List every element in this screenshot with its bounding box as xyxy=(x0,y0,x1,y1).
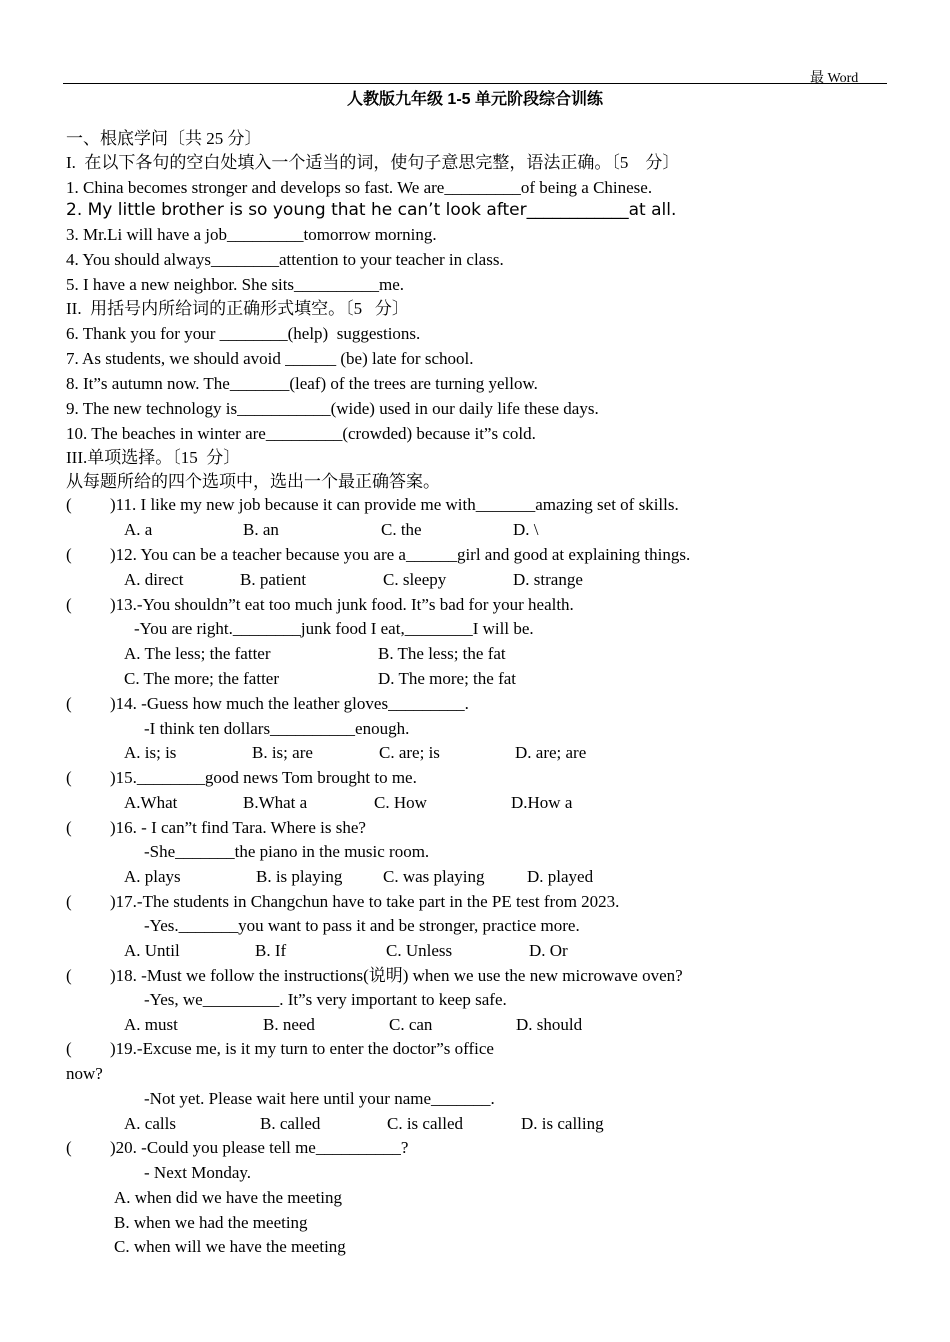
q12-option-b: B. patient xyxy=(240,570,307,589)
q15-option-a: A.What xyxy=(124,793,178,812)
q17-option-b: B. If xyxy=(255,941,287,960)
form-item-10: 10. The beaches in winter are_________(crowded) because it”s cold. xyxy=(66,424,536,443)
section-heading: 一、根底学问〔共 25 分〕 xyxy=(66,129,262,148)
q11-option-b: B. an xyxy=(243,520,279,539)
q20-option-c: C. when will we have the meeting xyxy=(114,1237,346,1256)
q11-stem: )11. I like my new job because it can provide me with_______amazing set of skills. xyxy=(110,495,679,514)
q18-option-c: C. can xyxy=(389,1015,433,1034)
q14-option-a: A. is; is xyxy=(124,743,177,762)
q18-option-a: A. must xyxy=(124,1015,178,1034)
q16-bracket: ( xyxy=(66,818,72,837)
fill-item-2: 2. My little brother is so young that he can’t look after____________at all. xyxy=(66,200,677,220)
q20-line2: - Next Monday. xyxy=(144,1163,252,1182)
q19-wrap: now? xyxy=(66,1064,103,1083)
q11-option-c: C. the xyxy=(381,520,422,539)
page-title: 人教版九年级 1-5 单元阶段综合训练 xyxy=(346,91,604,108)
q19-option-b: B. called xyxy=(260,1114,321,1133)
q12-option-c: C. sleepy xyxy=(383,570,447,589)
part1-instruction: I. 在以下各句的空白处填入一个适当的词，使句子意思完整，语法正确。〔5 分〕 xyxy=(66,153,680,172)
q16-option-d: D. played xyxy=(527,867,594,886)
q15-option-c: C. How xyxy=(374,793,427,812)
q18-line2: -Yes, we_________. It”s very important to keep safe. xyxy=(144,990,507,1009)
q17-line2: -Yes._______you want to pass it and be stronger, practice more. xyxy=(144,916,580,935)
q17-option-a: A. Until xyxy=(124,941,180,960)
q11-option-d: D. \ xyxy=(513,520,539,539)
q19-option-a: A. calls xyxy=(124,1114,176,1133)
q12-option-d: D. strange xyxy=(513,570,583,589)
part3-note: 从每题所给的四个选项中，选出一个最正确答案。 xyxy=(66,472,440,491)
q14-option-d: D. are; are xyxy=(515,743,587,762)
q17-bracket: ( xyxy=(66,892,72,911)
q15-bracket: ( xyxy=(66,768,72,787)
header-label: 最 Word xyxy=(810,71,859,86)
part3-instruction: III.单项选择。〔15 分〕 xyxy=(66,448,241,467)
fill-item-5: 5. I have a new neighbor. She sits__________me. xyxy=(66,275,405,294)
q19-option-d: D. is calling xyxy=(521,1114,604,1133)
q19-line2: -Not yet. Please wait here until your name_______. xyxy=(144,1089,495,1108)
q18-stem: )18. -Must we follow the instructions(说明) when we use the new microwave oven? xyxy=(110,966,683,985)
q12-bracket: ( xyxy=(66,545,72,564)
q19-option-c: C. is called xyxy=(387,1114,464,1133)
q16-option-a: A. plays xyxy=(124,867,181,886)
q20-option-b: B. when we had the meeting xyxy=(114,1213,308,1232)
q13-line2: -You are right.________junk food I eat,________I will be. xyxy=(134,619,534,638)
q18-option-d: D. should xyxy=(516,1015,583,1034)
q16-option-b: B. is playing xyxy=(256,867,343,886)
q14-option-b: B. is; are xyxy=(252,743,313,762)
q13-stem: )13.-You shouldn”t eat too much junk food. It”s bad for your health. xyxy=(110,595,574,614)
q18-option-b: B. need xyxy=(263,1015,315,1034)
q20-option-a: A. when did we have the meeting xyxy=(114,1188,343,1207)
q13-option-d: D. The more; the fat xyxy=(378,669,517,688)
q20-bracket: ( xyxy=(66,1138,72,1157)
header-rule xyxy=(63,83,887,84)
q16-stem: )16. - I can”t find Tara. Where is she? xyxy=(110,818,366,837)
q12-option-a: A. direct xyxy=(124,570,184,589)
q13-bracket: ( xyxy=(66,595,72,614)
form-item-8: 8. It”s autumn now. The_______(leaf) of the trees are turning yellow. xyxy=(66,374,538,393)
q11-bracket: ( xyxy=(66,495,72,514)
q14-bracket: ( xyxy=(66,694,72,713)
q14-option-c: C. are; is xyxy=(379,743,440,762)
q13-option-c: C. The more; the fatter xyxy=(124,669,279,688)
form-item-9: 9. The new technology is___________(wide) used in our daily life these days. xyxy=(66,399,599,418)
q20-stem: )20. -Could you please tell me__________? xyxy=(110,1138,409,1157)
part2-instruction: II. 用括号内所给词的正确形式填空。〔5 分〕 xyxy=(66,299,409,318)
q19-bracket: ( xyxy=(66,1039,72,1058)
q17-stem: )17.-The students in Changchun have to take part in the PE test from 2023. xyxy=(110,892,620,911)
q19-stem: )19.-Excuse me, is it my turn to enter the doctor”s office xyxy=(110,1039,494,1058)
q14-line2: -I think ten dollars__________enough. xyxy=(144,719,410,738)
q12-stem: )12. You can be a teacher because you are a______girl and good at explaining things. xyxy=(110,545,691,564)
q15-stem: )15.________good news Tom brought to me. xyxy=(110,768,417,787)
fill-item-3: 3. Mr.Li will have a job_________tomorrow morning. xyxy=(66,225,437,244)
q17-option-d: D. Or xyxy=(529,941,568,960)
q13-option-b: B. The less; the fat xyxy=(378,644,506,663)
form-item-6: 6. Thank you for your ________(help) suggestions. xyxy=(66,324,421,343)
q15-option-b: B.What a xyxy=(243,793,308,812)
q11-option-a: A. a xyxy=(124,520,153,539)
q16-option-c: C. was playing xyxy=(383,867,485,886)
q16-line2: -She_______the piano in the music room. xyxy=(144,842,430,861)
q14-stem: )14. -Guess how much the leather gloves_________. xyxy=(110,694,469,713)
fill-item-1: 1. China becomes stronger and develops so fast. We are_________of being a Chinese. xyxy=(66,178,653,197)
q17-option-c: C. Unless xyxy=(386,941,453,960)
q15-option-d: D.How a xyxy=(511,793,573,812)
form-item-7: 7. As students, we should avoid ______ (be) late for school. xyxy=(66,349,474,368)
q18-bracket: ( xyxy=(66,966,72,985)
fill-item-4: 4. You should always________attention to your teacher in class. xyxy=(66,250,504,269)
q13-option-a: A. The less; the fatter xyxy=(124,644,271,663)
